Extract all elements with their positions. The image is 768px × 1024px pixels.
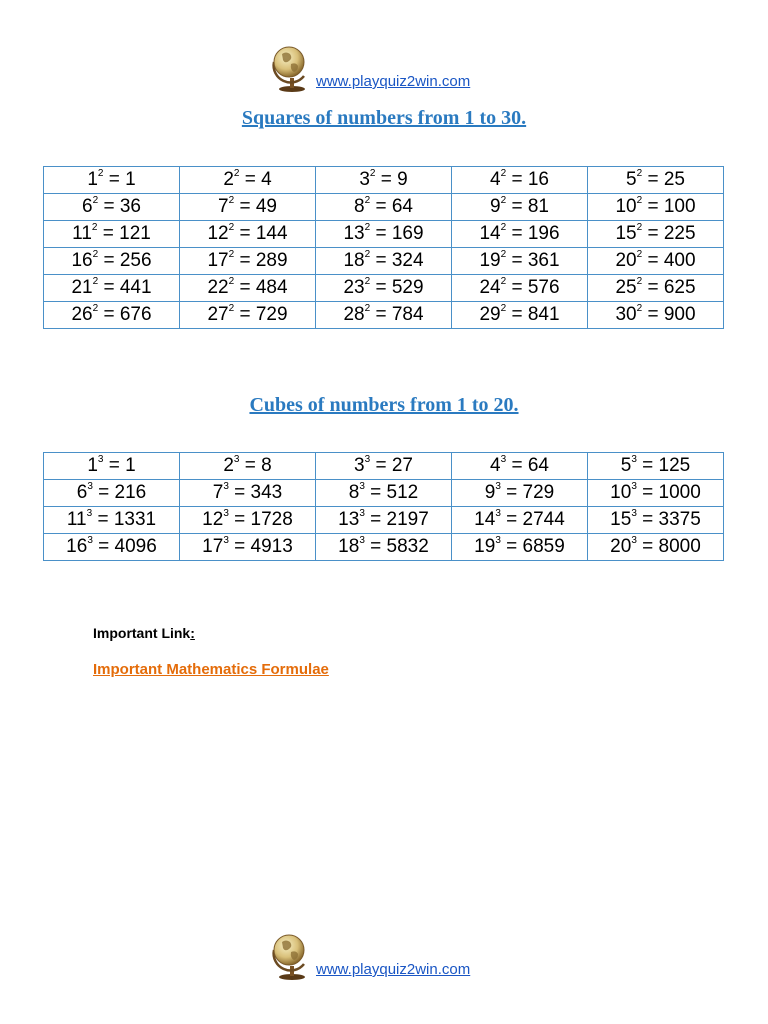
cell-exponent: 2 [636,249,643,260]
important-formulae-link[interactable]: Important Mathematics Formulae [93,661,329,678]
table-cell: $4^3 = 64$ [452,453,588,480]
cell-value: 4913 [250,536,293,557]
cell-base: 1 [87,169,98,190]
cell-value: 36 [119,196,141,217]
cell-exponent: 2 [92,195,99,206]
cell-base: 6 [76,482,88,503]
cell-base: 12 [202,509,224,530]
important-label-colon: : [190,625,195,641]
cell-base: 3 [359,169,370,190]
table-row [44,221,724,248]
cell-value: 121 [119,223,151,244]
cell-base: 22 [207,277,229,298]
table-cell: $19^2 = 361$ [452,248,588,275]
cell-value: 841 [527,304,560,325]
cell-exponent: 2 [500,222,507,233]
cell-value: 27 [391,455,413,476]
cell-value: 49 [255,196,277,217]
table-cell: $16^2 = 256$ [44,248,180,275]
cell-value: 1331 [113,509,157,530]
table-cell: $12^2 = 144$ [180,221,316,248]
table-cell: $16^3 = 4096$ [44,534,180,561]
table-cell: $1^2 = 1$ [44,167,180,194]
table-row [44,275,724,302]
table-cell: $6^2 = 36$ [44,194,180,221]
site-link-footer[interactable]: www.playquiz2win.com [316,961,471,978]
cell-value: 169 [391,223,424,244]
table-cell: $15^2 = 225$ [588,221,724,248]
cell-exponent: 2 [364,303,371,314]
cell-base: 29 [479,304,501,325]
table-cell: $6^3 = 216$ [44,480,180,507]
cell-exponent: 2 [228,303,235,314]
table-cell: $12^3 = 1728$ [180,507,316,534]
table-row [44,302,724,329]
table-row [44,167,724,194]
cell-base: 13 [343,223,365,244]
cell-value: 1 [125,455,136,476]
important-link-label [93,625,195,641]
cell-value: 144 [255,223,288,244]
cell-exponent: 2 [92,249,99,260]
cell-exponent: 3 [223,535,229,546]
cell-exponent: 3 [359,535,365,546]
cell-exponent: 2 [500,303,507,314]
table-cell: $9^2 = 81$ [452,194,588,221]
cell-exponent: 2 [500,249,507,260]
table-cell: $13^3 = 2197$ [316,507,452,534]
table-cell: $3^2 = 9$ [316,167,452,194]
table-cell: $1^3 = 1$ [44,453,180,480]
globe-icon [268,42,314,92]
table-cell: $9^3 = 729$ [452,480,588,507]
cell-value: 64 [527,455,549,476]
table-cell: $11^2 = 121$ [44,221,180,248]
table-cell: $17^3 = 4913$ [180,534,316,561]
table-cell: $10^2 = 100$ [588,194,724,221]
cell-base: 16 [71,250,93,271]
cell-value: 225 [663,223,696,244]
cell-base: 19 [479,250,501,271]
table-cell: $29^2 = 841$ [452,302,588,329]
table-cell: $8^2 = 64$ [316,194,452,221]
cell-base: 14 [474,509,496,530]
cell-base: 7 [212,482,224,503]
cell-value: 2197 [386,509,429,530]
table-cell: $26^2 = 676$ [44,302,180,329]
cell-exponent: 2 [233,168,240,179]
cell-base: 24 [479,277,501,298]
cell-exponent: 2 [500,168,507,179]
cell-value: 8000 [658,536,701,557]
cell-exponent: 3 [631,535,637,546]
cell-base: 28 [343,304,365,325]
cell-base: 13 [338,509,360,530]
table-cell: $5^2 = 25$ [588,167,724,194]
table-cell: $3^3 = 27$ [316,453,452,480]
table-row [44,534,724,561]
cell-base: 25 [615,277,637,298]
cell-base: 17 [207,250,229,271]
table-row [44,507,724,534]
cell-exponent: 2 [636,195,643,206]
cell-value: 256 [119,250,152,271]
cell-exponent: 2 [364,222,371,233]
table-row [44,194,724,221]
cell-value: 1 [125,169,136,190]
cell-value: 3375 [658,509,701,530]
cell-exponent: 3 [495,535,501,546]
table-cell: $27^2 = 729$ [180,302,316,329]
cell-value: 729 [255,304,288,325]
cell-exponent: 2 [91,222,98,233]
cell-exponent: 3 [631,508,637,519]
cell-value: 441 [119,277,152,298]
cell-value: 1728 [250,509,293,530]
cell-exponent: 3 [87,535,93,546]
cell-value: 216 [114,482,147,503]
cell-exponent: 3 [87,481,93,492]
cell-exponent: 2 [636,303,643,314]
table-cell: $23^2 = 529$ [316,275,452,302]
cell-value: 196 [527,223,560,244]
cell-base: 21 [71,277,93,298]
cell-value: 324 [391,250,424,271]
cell-base: 4 [490,169,501,190]
squares-title: Squares of numbers from 1 to 30. [241,107,527,129]
cell-value: 576 [527,277,560,298]
cell-base: 8 [348,482,360,503]
cell-base: 11 [72,223,92,244]
cell-exponent: 2 [364,276,371,287]
table-row [44,453,724,480]
squares-table [43,166,724,329]
cell-value: 16 [527,169,549,190]
cell-exponent: 3 [233,454,240,465]
cell-value: 400 [663,250,696,271]
table-cell: $7^2 = 49$ [180,194,316,221]
table-cell: $13^2 = 169$ [316,221,452,248]
cell-base: 12 [207,223,229,244]
cell-value: 1000 [658,482,701,503]
table-cell: $7^3 = 343$ [180,480,316,507]
cell-exponent: 2 [364,249,371,260]
cell-value: 4096 [114,536,157,557]
cell-value: 625 [663,277,696,298]
cell-value: 64 [391,196,413,217]
cell-exponent: 2 [228,249,235,260]
table-cell: $21^2 = 441$ [44,275,180,302]
cubes-title: Cubes of numbers from 1 to 20. [249,394,519,416]
table-row [44,248,724,275]
table-cell: $19^3 = 6859$ [452,534,588,561]
cell-base: 9 [490,196,501,217]
cell-value: 676 [119,304,152,325]
cell-value: 100 [663,196,696,217]
cell-exponent: 2 [500,195,507,206]
cell-base: 5 [620,455,632,476]
cell-value: 484 [255,277,288,298]
cell-base: 15 [615,223,637,244]
cell-exponent: 2 [636,168,643,179]
table-cell: $22^2 = 484$ [180,275,316,302]
cell-value: 361 [527,250,560,271]
table-cell: $25^2 = 625$ [588,275,724,302]
cell-base: 11 [66,509,87,530]
cell-value: 8 [261,455,272,476]
cell-exponent: 3 [631,454,637,465]
cell-value: 5832 [386,536,429,557]
cell-base: 17 [202,536,224,557]
cell-base: 7 [218,196,229,217]
cell-base: 20 [615,250,637,271]
cell-value: 81 [527,196,549,217]
cell-exponent: 3 [495,481,501,492]
cell-exponent: 3 [359,508,365,519]
table-cell: $5^3 = 125$ [588,453,724,480]
cell-value: 729 [522,482,555,503]
cell-value: 4 [261,169,272,190]
cell-base: 18 [338,536,360,557]
cell-value: 784 [391,304,424,325]
cubes-table [43,452,724,561]
cell-exponent: 3 [631,481,637,492]
cell-exponent: 2 [228,195,235,206]
table-cell: $14^2 = 196$ [452,221,588,248]
cell-value: 289 [255,250,288,271]
site-link-header[interactable]: www.playquiz2win.com [316,73,471,90]
cell-base: 15 [610,509,632,530]
table-cell: $2^2 = 4$ [180,167,316,194]
table-cell: $20^3 = 8000$ [588,534,724,561]
table-cell: $30^2 = 900$ [588,302,724,329]
cell-exponent: 3 [223,481,229,492]
table-cell: $28^2 = 784$ [316,302,452,329]
cell-exponent: 3 [495,508,501,519]
table-cell: $11^3 = 1331$ [44,507,180,534]
cell-exponent: 2 [636,276,643,287]
cell-exponent: 2 [92,276,99,287]
cell-base: 18 [343,250,365,271]
cell-exponent: 3 [500,454,507,465]
cell-value: 2744 [522,509,565,530]
table-cell: $18^2 = 324$ [316,248,452,275]
table-cell: $10^3 = 1000$ [588,480,724,507]
cell-exponent: 2 [636,222,643,233]
cell-exponent: 3 [223,508,229,519]
cell-value: 900 [663,304,696,325]
important-label-text: Important Link [93,625,191,641]
cell-base: 9 [484,482,496,503]
cell-value: 6859 [522,536,565,557]
cell-base: 5 [626,169,637,190]
cell-base: 1 [87,455,98,476]
cell-exponent: 2 [92,303,99,314]
cell-value: 125 [658,455,691,476]
table-cell: $20^2 = 400$ [588,248,724,275]
cell-exponent: 2 [228,276,235,287]
cell-exponent: 2 [369,168,376,179]
cell-base: 10 [615,196,637,217]
cell-base: 26 [71,304,93,325]
cell-exponent: 2 [364,195,371,206]
cell-value: 529 [391,277,424,298]
table-row [44,480,724,507]
cell-value: 512 [386,482,419,503]
cell-value: 9 [397,169,408,190]
cell-base: 30 [615,304,637,325]
table-cell: $24^2 = 576$ [452,275,588,302]
cell-base: 16 [66,536,88,557]
cell-base: 2 [223,455,234,476]
table-cell: $15^3 = 3375$ [588,507,724,534]
table-cell: $8^3 = 512$ [316,480,452,507]
cell-exponent: 3 [364,454,371,465]
cell-base: 23 [343,277,365,298]
cell-base: 27 [207,304,229,325]
cell-exponent: 3 [359,481,365,492]
cell-value: 343 [250,482,283,503]
cell-exponent: 2 [97,168,104,179]
cell-base: 4 [490,455,501,476]
cell-base: 3 [354,455,365,476]
cell-base: 20 [610,536,632,557]
cell-exponent: 3 [97,454,104,465]
table-cell: $14^3 = 2744$ [452,507,588,534]
cell-base: 8 [354,196,365,217]
cell-base: 19 [474,536,496,557]
cell-base: 6 [82,196,93,217]
table-cell: $17^2 = 289$ [180,248,316,275]
table-cell: $4^2 = 16$ [452,167,588,194]
table-cell: $18^3 = 5832$ [316,534,452,561]
cell-value: 25 [663,169,685,190]
cell-base: 2 [223,169,234,190]
cell-base: 14 [479,223,501,244]
cell-exponent: 2 [500,276,507,287]
cell-exponent: 2 [228,222,235,233]
cell-exponent: 3 [86,508,93,519]
globe-icon [268,930,314,980]
cell-base: 10 [610,482,632,503]
table-cell: $2^3 = 8$ [180,453,316,480]
